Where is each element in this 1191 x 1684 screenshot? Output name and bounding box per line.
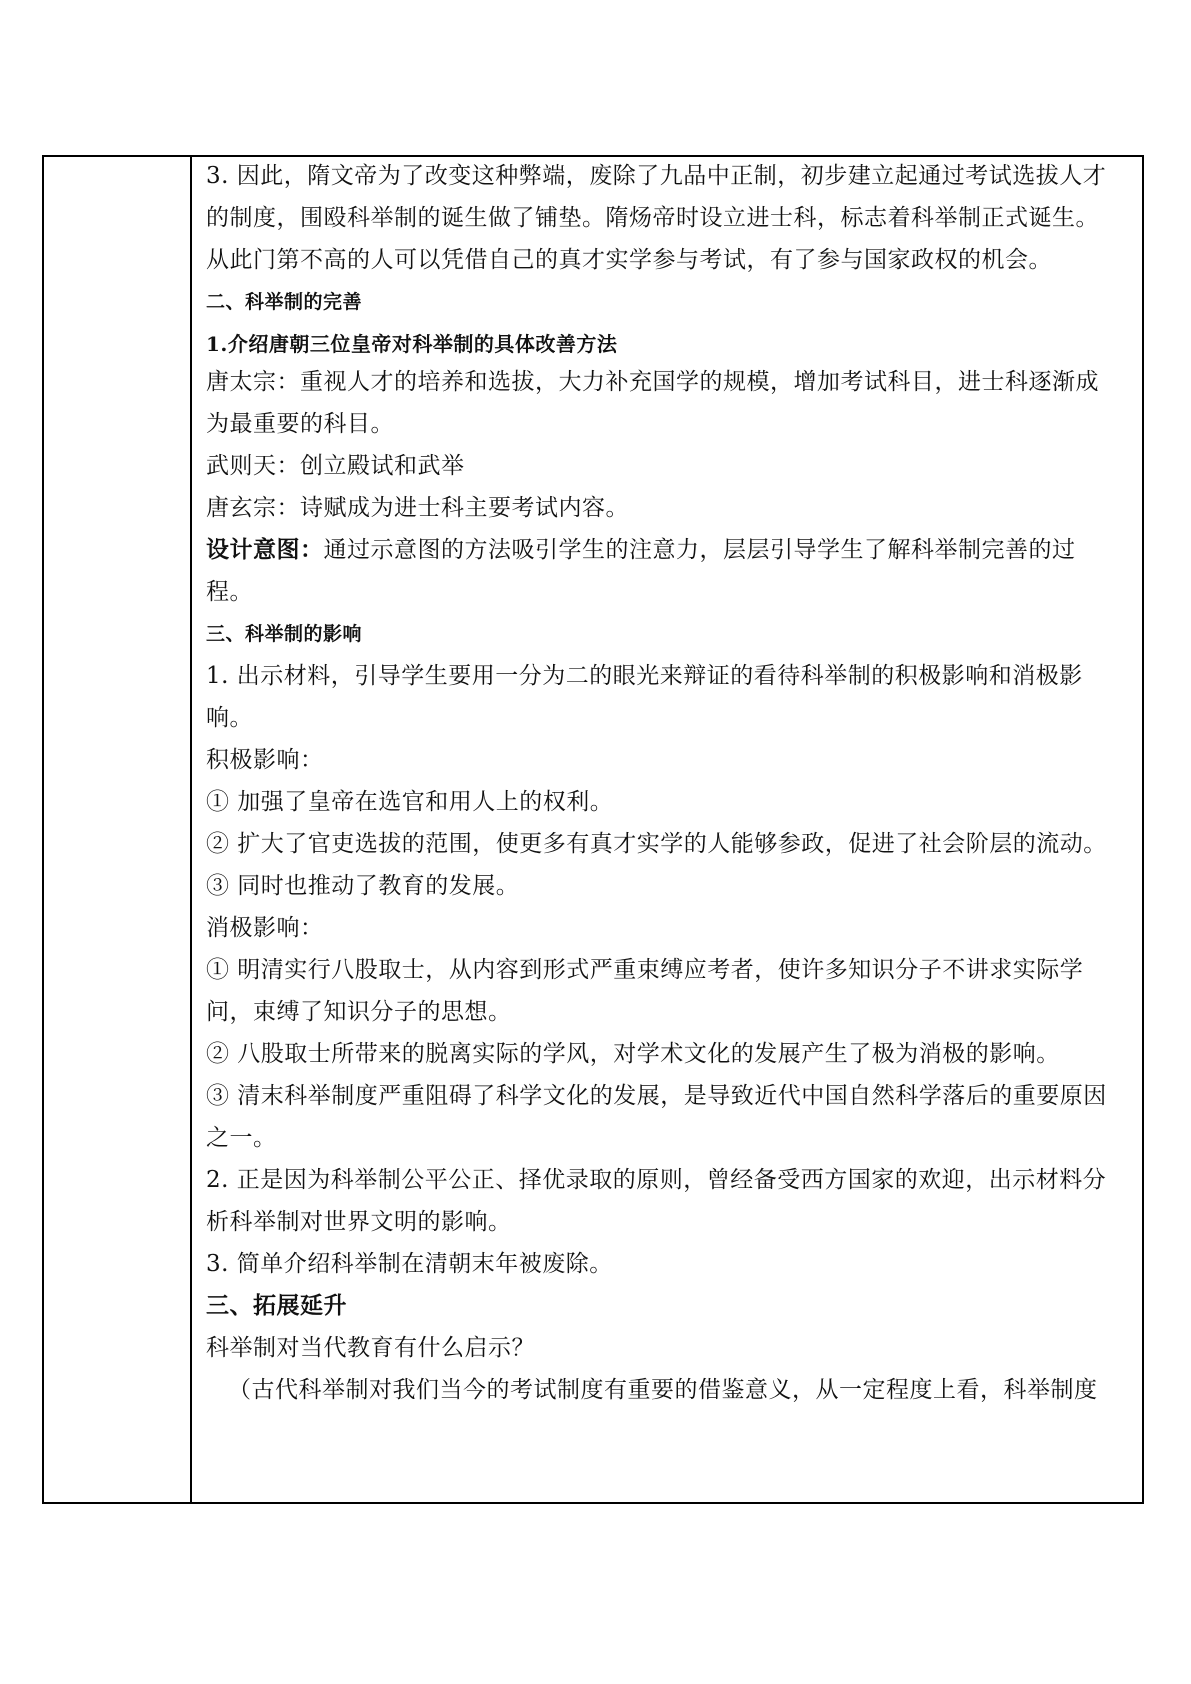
paragraph-line: 武则天：创立殿试和武举 [206,453,465,479]
design-intent-label: 设计意图： [206,536,324,563]
paragraph-line: 为最重要的科目。 [206,411,394,437]
paragraph-line: 积极影响： [206,747,324,773]
table-content-cell [194,157,1142,1502]
list-item: ② 八股取士所带来的脱离实际的学风，对学术文化的发展产生了极为消极的影响。 [206,1041,1060,1067]
section-heading: 三、科举制的影响 [206,623,363,645]
paragraph-line: 之一。 [206,1125,277,1151]
paragraph-line: 2. 正是因为科举制公平公正、择优录取的原则，曾经备受西方国家的欢迎，出示材料分 [206,1167,1107,1193]
subsection-heading: 1.介绍唐朝三位皇帝对科举制的具体改善方法 [206,332,618,356]
paragraph-line: 唐玄宗：诗赋成为进士科主要考试内容。 [206,495,629,521]
paragraph-line: 科举制对当代教育有什么启示？ [206,1335,535,1361]
section-heading: 二、科举制的完善 [206,291,363,313]
paragraph-line: 3. 因此，隋文帝为了改变这种弊端，废除了九品中正制，初步建立起通过考试选拔人才 [206,163,1107,189]
paragraph-line: 消极影响： [206,915,324,941]
list-item: ③ 清末科举制度严重阻碍了科学文化的发展，是导致近代中国自然科学落后的重要原因 [206,1083,1107,1109]
paragraph-line: 析科举制对世界文明的影响。 [206,1209,512,1235]
paragraph-line: （古代科举制对我们当今的考试制度有重要的借鉴意义，从一定程度上看，科举制度 [228,1377,1098,1403]
paragraph-line: 从此门第不高的人可以凭借自己的真才实学参与考试，有了参与国家政权的机会。 [206,247,1052,273]
list-item: ③ 同时也推动了教育的发展。 [206,873,520,899]
design-intent-text: 通过示意图的方法吸引学生的注意力，层层引导学生了解科举制完善的过 [323,537,1076,563]
paragraph-line: 的制度，围殴科举制的诞生做了铺垫。隋炀帝时设立进士科，标志着科举制正式诞生。 [206,205,1099,231]
paragraph-line: 响。 [206,705,253,731]
paragraph-line: 1. 出示材料，引导学生要用一分为二的眼光来辩证的看待科举制的积极影响和消极影 [206,663,1083,689]
list-item: ① 加强了皇帝在选官和用人上的权利。 [206,789,614,815]
list-item: ① 明清实行八股取士，从内容到形式严重束缚应考者，使许多知识分子不讲求实际学 [206,957,1084,983]
design-intent-line [206,535,1076,565]
paragraph-line: 程。 [206,579,253,605]
paragraph-line: 问，束缚了知识分子的思想。 [206,999,512,1025]
list-item: ② 扩大了官吏选拔的范围，使更多有真才实学的人能够参政，促进了社会阶层的流动。 [206,831,1107,857]
paragraph-line: 唐太宗：重视人才的培养和选拔，大力补充国学的规模，增加考试科目，进士科逐渐成 [206,369,1099,395]
table-left-column [44,157,192,1502]
section-heading: 三、拓展延升 [206,1292,347,1319]
paragraph-line: 3. 简单介绍科举制在清朝末年被废除。 [206,1251,613,1277]
lesson-table [42,155,1144,1504]
